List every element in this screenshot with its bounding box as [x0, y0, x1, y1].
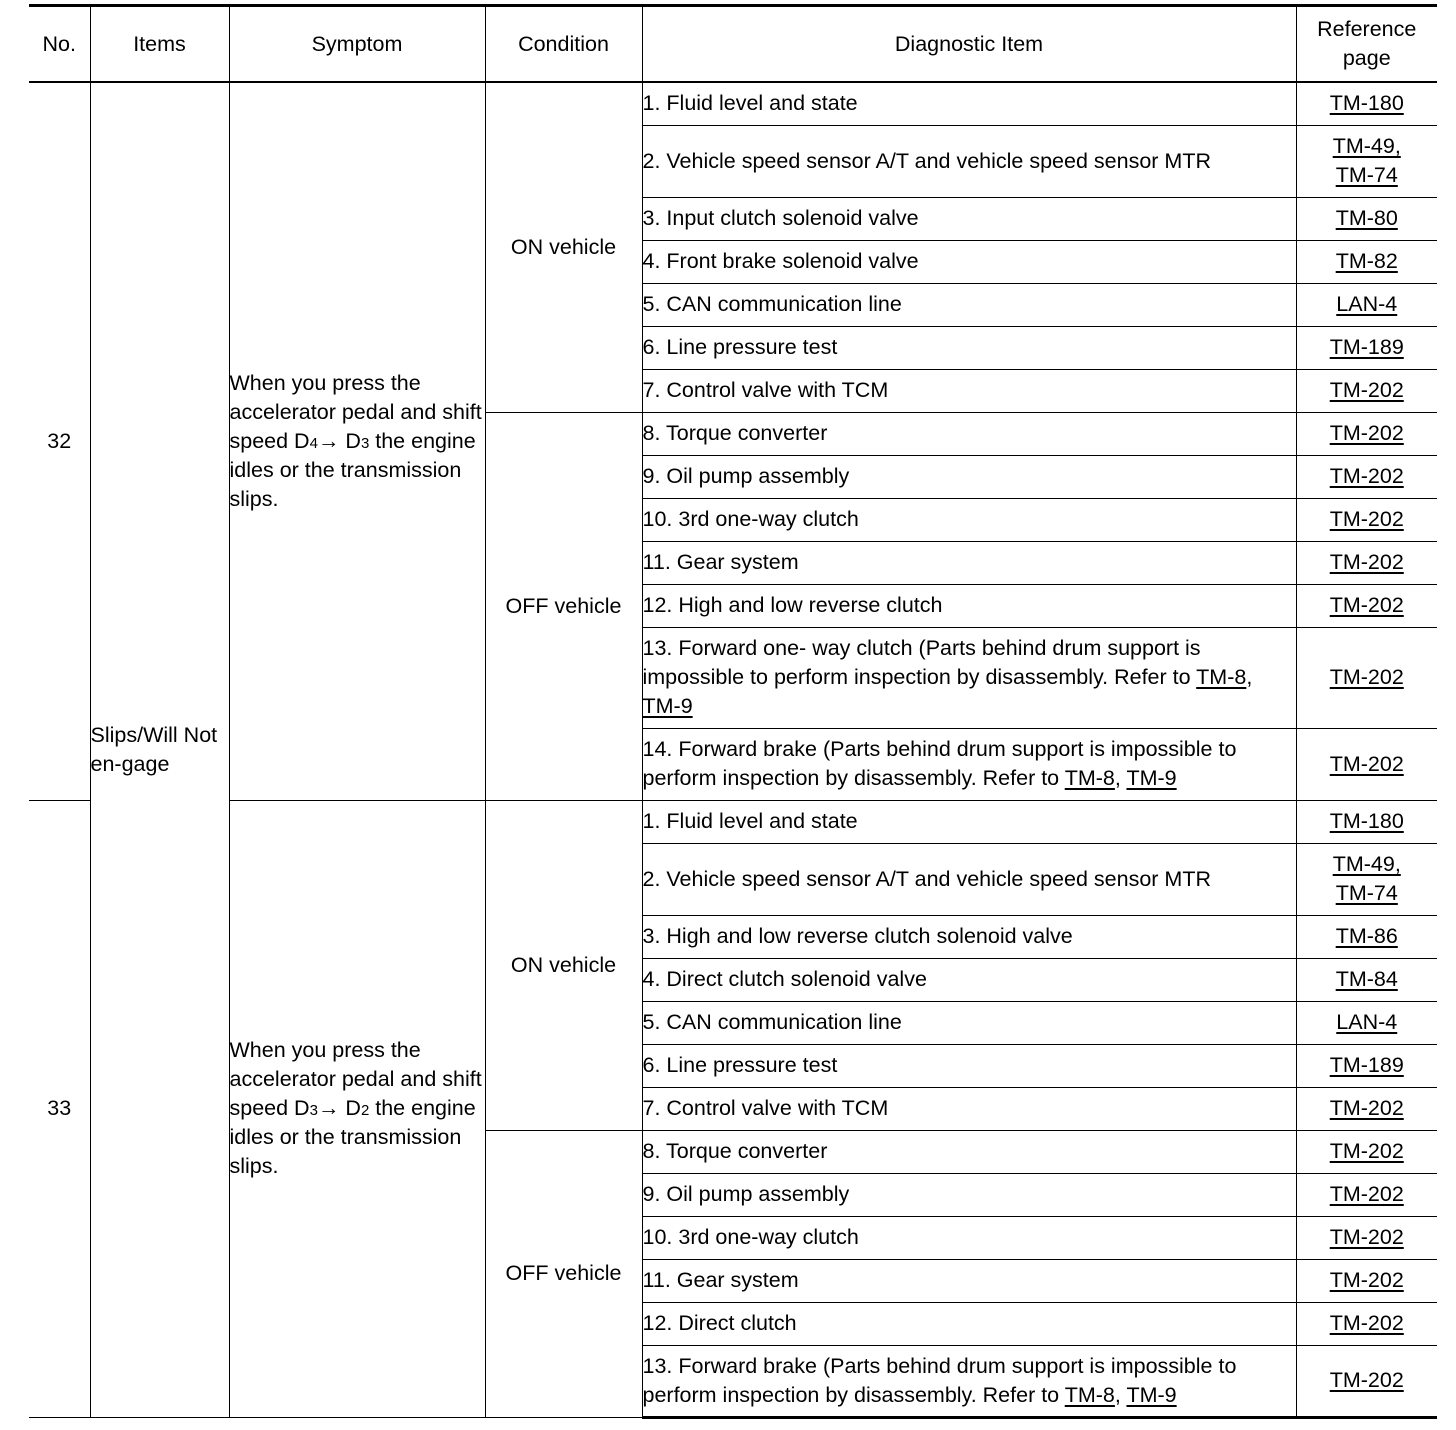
reference-cell	[1296, 369, 1437, 412]
reference-link[interactable]: LAN-4	[1336, 292, 1398, 316]
reference-cell	[1296, 498, 1437, 541]
diagnostic-item: 6. Line pressure test	[642, 1044, 1296, 1087]
diagnostic-item: 13. Forward brake (Parts behind drum support is impossible to perform inspection by disassembly. Refer to TM-8, TM-9	[642, 1345, 1296, 1417]
reference-link[interactable]: TM-202	[1329, 507, 1404, 531]
reference-cell	[1296, 240, 1437, 283]
diagnostic-item: 8. Torque converter	[642, 412, 1296, 455]
header-reference-page: Reference page	[1296, 6, 1437, 83]
condition-off-vehicle: OFF vehicle	[485, 412, 642, 800]
diagnostic-item: 5. CAN communication line	[642, 283, 1296, 326]
reference-link[interactable]: TM-189	[1329, 1053, 1404, 1077]
header-items: Items	[90, 6, 229, 83]
reference-cell	[1296, 1173, 1437, 1216]
gear-subscript: 3	[360, 434, 370, 452]
reference-cell	[1296, 584, 1437, 627]
symptom-text: the engine idles or the transmission slips.	[229, 1096, 476, 1178]
condition-off-vehicle: OFF vehicle	[485, 1130, 642, 1417]
header-no: No.	[29, 6, 90, 83]
diagnostic-item: 2. Vehicle speed sensor A/T and vehicle speed sensor MTR	[642, 125, 1296, 197]
reference-cell	[1296, 1087, 1437, 1130]
gear-subscript: 3	[309, 1102, 318, 1119]
reference-link[interactable]: TM-180	[1329, 809, 1404, 833]
diagnostic-table	[29, 4, 1437, 1419]
reference-cell	[1296, 197, 1437, 240]
symptom-text: the engine idles or the transmission slips.	[229, 428, 476, 511]
reference-cell	[1296, 455, 1437, 498]
diagnostic-item: 13. Forward one- way clutch (Parts behind drum support is impossible to perform inspection by disassembly. Refer to TM-8, TM-9	[642, 627, 1296, 728]
reference-cell	[1296, 800, 1437, 843]
diagnostic-item: 3. Input clutch solenoid valve	[642, 197, 1296, 240]
reference-cell	[1296, 125, 1437, 197]
reference-link[interactable]: TM-74	[1335, 881, 1398, 905]
reference-link[interactable]: TM-202	[1329, 1268, 1404, 1292]
reference-cell	[1296, 627, 1437, 728]
diagnostic-item: 7. Control valve with TCM	[642, 1087, 1296, 1130]
diagnostic-item: 1. Fluid level and state	[642, 800, 1296, 843]
inline-reference-link[interactable]: TM-8	[1064, 1382, 1115, 1407]
row-number-32: 32	[29, 82, 90, 800]
row-number-33: 33	[29, 800, 90, 1417]
header-symptom: Symptom	[229, 6, 485, 83]
header-diagnostic-item: Diagnostic Item	[642, 6, 1296, 83]
reference-link[interactable]: TM-80	[1335, 206, 1398, 230]
diagnostic-item: 1. Fluid level and state	[642, 82, 1296, 125]
reference-link[interactable]: TM-202	[1329, 464, 1404, 488]
diagnostic-item: 4. Front brake solenoid valve	[642, 240, 1296, 283]
diagnostic-item: 7. Control valve with TCM	[642, 369, 1296, 412]
diagnostic-item: 6. Line pressure test	[642, 326, 1296, 369]
reference-link[interactable]: TM-84	[1335, 967, 1398, 991]
inline-reference-link[interactable]: TM-9	[1126, 1382, 1177, 1407]
reference-cell	[1296, 326, 1437, 369]
diagnostic-item: 5. CAN communication line	[642, 1001, 1296, 1044]
reference-link[interactable]: TM-49,	[1332, 134, 1401, 158]
reference-link[interactable]: TM-202	[1329, 1096, 1404, 1120]
reference-link[interactable]: TM-202	[1329, 1139, 1404, 1163]
inline-reference-link[interactable]: TM-8	[1196, 665, 1247, 689]
symptom-arrow: → D	[317, 1096, 361, 1120]
reference-link[interactable]: TM-202	[1329, 378, 1404, 402]
reference-link[interactable]: TM-202	[1329, 751, 1404, 776]
table-row	[29, 82, 1437, 125]
reference-link[interactable]: TM-202	[1329, 1311, 1404, 1335]
reference-cell	[1296, 728, 1437, 800]
reference-cell	[1296, 1216, 1437, 1259]
inline-reference-link[interactable]: TM-8	[1064, 766, 1115, 790]
reference-cell	[1296, 1001, 1437, 1044]
diagnostic-item-text: 13. Forward one- way clutch (Parts behind drum support is impossible to perform inspection by disassembly. Refer to	[642, 636, 1201, 689]
gear-subscript: 4	[309, 434, 318, 452]
reference-link[interactable]: TM-86	[1335, 924, 1398, 948]
reference-cell	[1296, 843, 1437, 915]
condition-on-vehicle: ON vehicle	[485, 800, 642, 1130]
reference-link[interactable]: TM-49,	[1332, 852, 1401, 876]
reference-link[interactable]: TM-180	[1329, 91, 1404, 116]
reference-link[interactable]: TM-189	[1329, 335, 1404, 359]
reference-link[interactable]: TM-202	[1329, 421, 1404, 445]
reference-link[interactable]: TM-74	[1335, 163, 1398, 187]
diagnostic-item: 12. High and low reverse clutch	[642, 584, 1296, 627]
symptom-cell-32	[229, 82, 485, 800]
diagnostic-item: 8. Torque converter	[642, 1130, 1296, 1173]
symptom-text: When you press the accelerator pedal and shift speed D	[229, 1038, 482, 1120]
reference-cell	[1296, 412, 1437, 455]
diagnostic-item: 3. High and low reverse clutch solenoid valve	[642, 915, 1296, 958]
diagnostic-item: 11. Gear system	[642, 1259, 1296, 1302]
header-row	[29, 6, 1437, 83]
header-condition: Condition	[485, 6, 642, 83]
reference-cell	[1296, 1345, 1437, 1417]
reference-link[interactable]: TM-202	[1329, 1368, 1404, 1392]
reference-link[interactable]: TM-202	[1329, 665, 1404, 689]
items-cell: Slips/Will Not en-gage	[90, 82, 229, 1417]
reference-link[interactable]: TM-202	[1329, 1182, 1404, 1206]
diagnostic-item: 10. 3rd one-way clutch	[642, 498, 1296, 541]
diagnostic-item-text: 13. Forward brake (Parts behind drum support is impossible to perform inspection by disassembly. Refer to	[642, 1353, 1237, 1407]
reference-cell	[1296, 1302, 1437, 1345]
reference-link[interactable]: TM-202	[1329, 593, 1404, 617]
reference-cell	[1296, 1259, 1437, 1302]
gear-subscript: 2	[360, 1102, 370, 1119]
reference-cell	[1296, 82, 1437, 125]
inline-reference-link[interactable]: TM-9	[642, 694, 693, 718]
reference-cell	[1296, 283, 1437, 326]
diagnostic-item: 9. Oil pump assembly	[642, 455, 1296, 498]
reference-link[interactable]: TM-202	[1329, 1225, 1404, 1249]
reference-link[interactable]: TM-202	[1329, 550, 1404, 574]
diagnostic-item: 4. Direct clutch solenoid valve	[642, 958, 1296, 1001]
symptom-cell-33	[229, 800, 485, 1417]
reference-link[interactable]: TM-82	[1335, 249, 1398, 273]
diagnostic-item: 2. Vehicle speed sensor A/T and vehicle speed sensor MTR	[642, 843, 1296, 915]
reference-cell	[1296, 1130, 1437, 1173]
diagnostic-item: 11. Gear system	[642, 541, 1296, 584]
symptom-arrow: → D	[317, 428, 361, 453]
reference-cell	[1296, 1044, 1437, 1087]
table-row	[29, 800, 1437, 843]
diagnostic-item-text: 14. Forward brake (Parts behind drum support is impossible to perform inspection by disassembly. Refer to	[642, 737, 1237, 790]
diagnostic-item: 12. Direct clutch	[642, 1302, 1296, 1345]
reference-cell	[1296, 541, 1437, 584]
reference-cell	[1296, 915, 1437, 958]
reference-cell	[1296, 958, 1437, 1001]
condition-on-vehicle: ON vehicle	[485, 82, 642, 412]
diagnostic-item: 10. 3rd one-way clutch	[642, 1216, 1296, 1259]
inline-reference-link[interactable]: TM-9	[1126, 766, 1177, 790]
diagnostic-item: 9. Oil pump assembly	[642, 1173, 1296, 1216]
diagnostic-item: 14. Forward brake (Parts behind drum support is impossible to perform inspection by disassembly. Refer to TM-8, TM-9	[642, 728, 1296, 800]
reference-link[interactable]: LAN-4	[1336, 1010, 1398, 1034]
symptom-text: When you press the accelerator pedal and shift speed D	[229, 370, 482, 453]
